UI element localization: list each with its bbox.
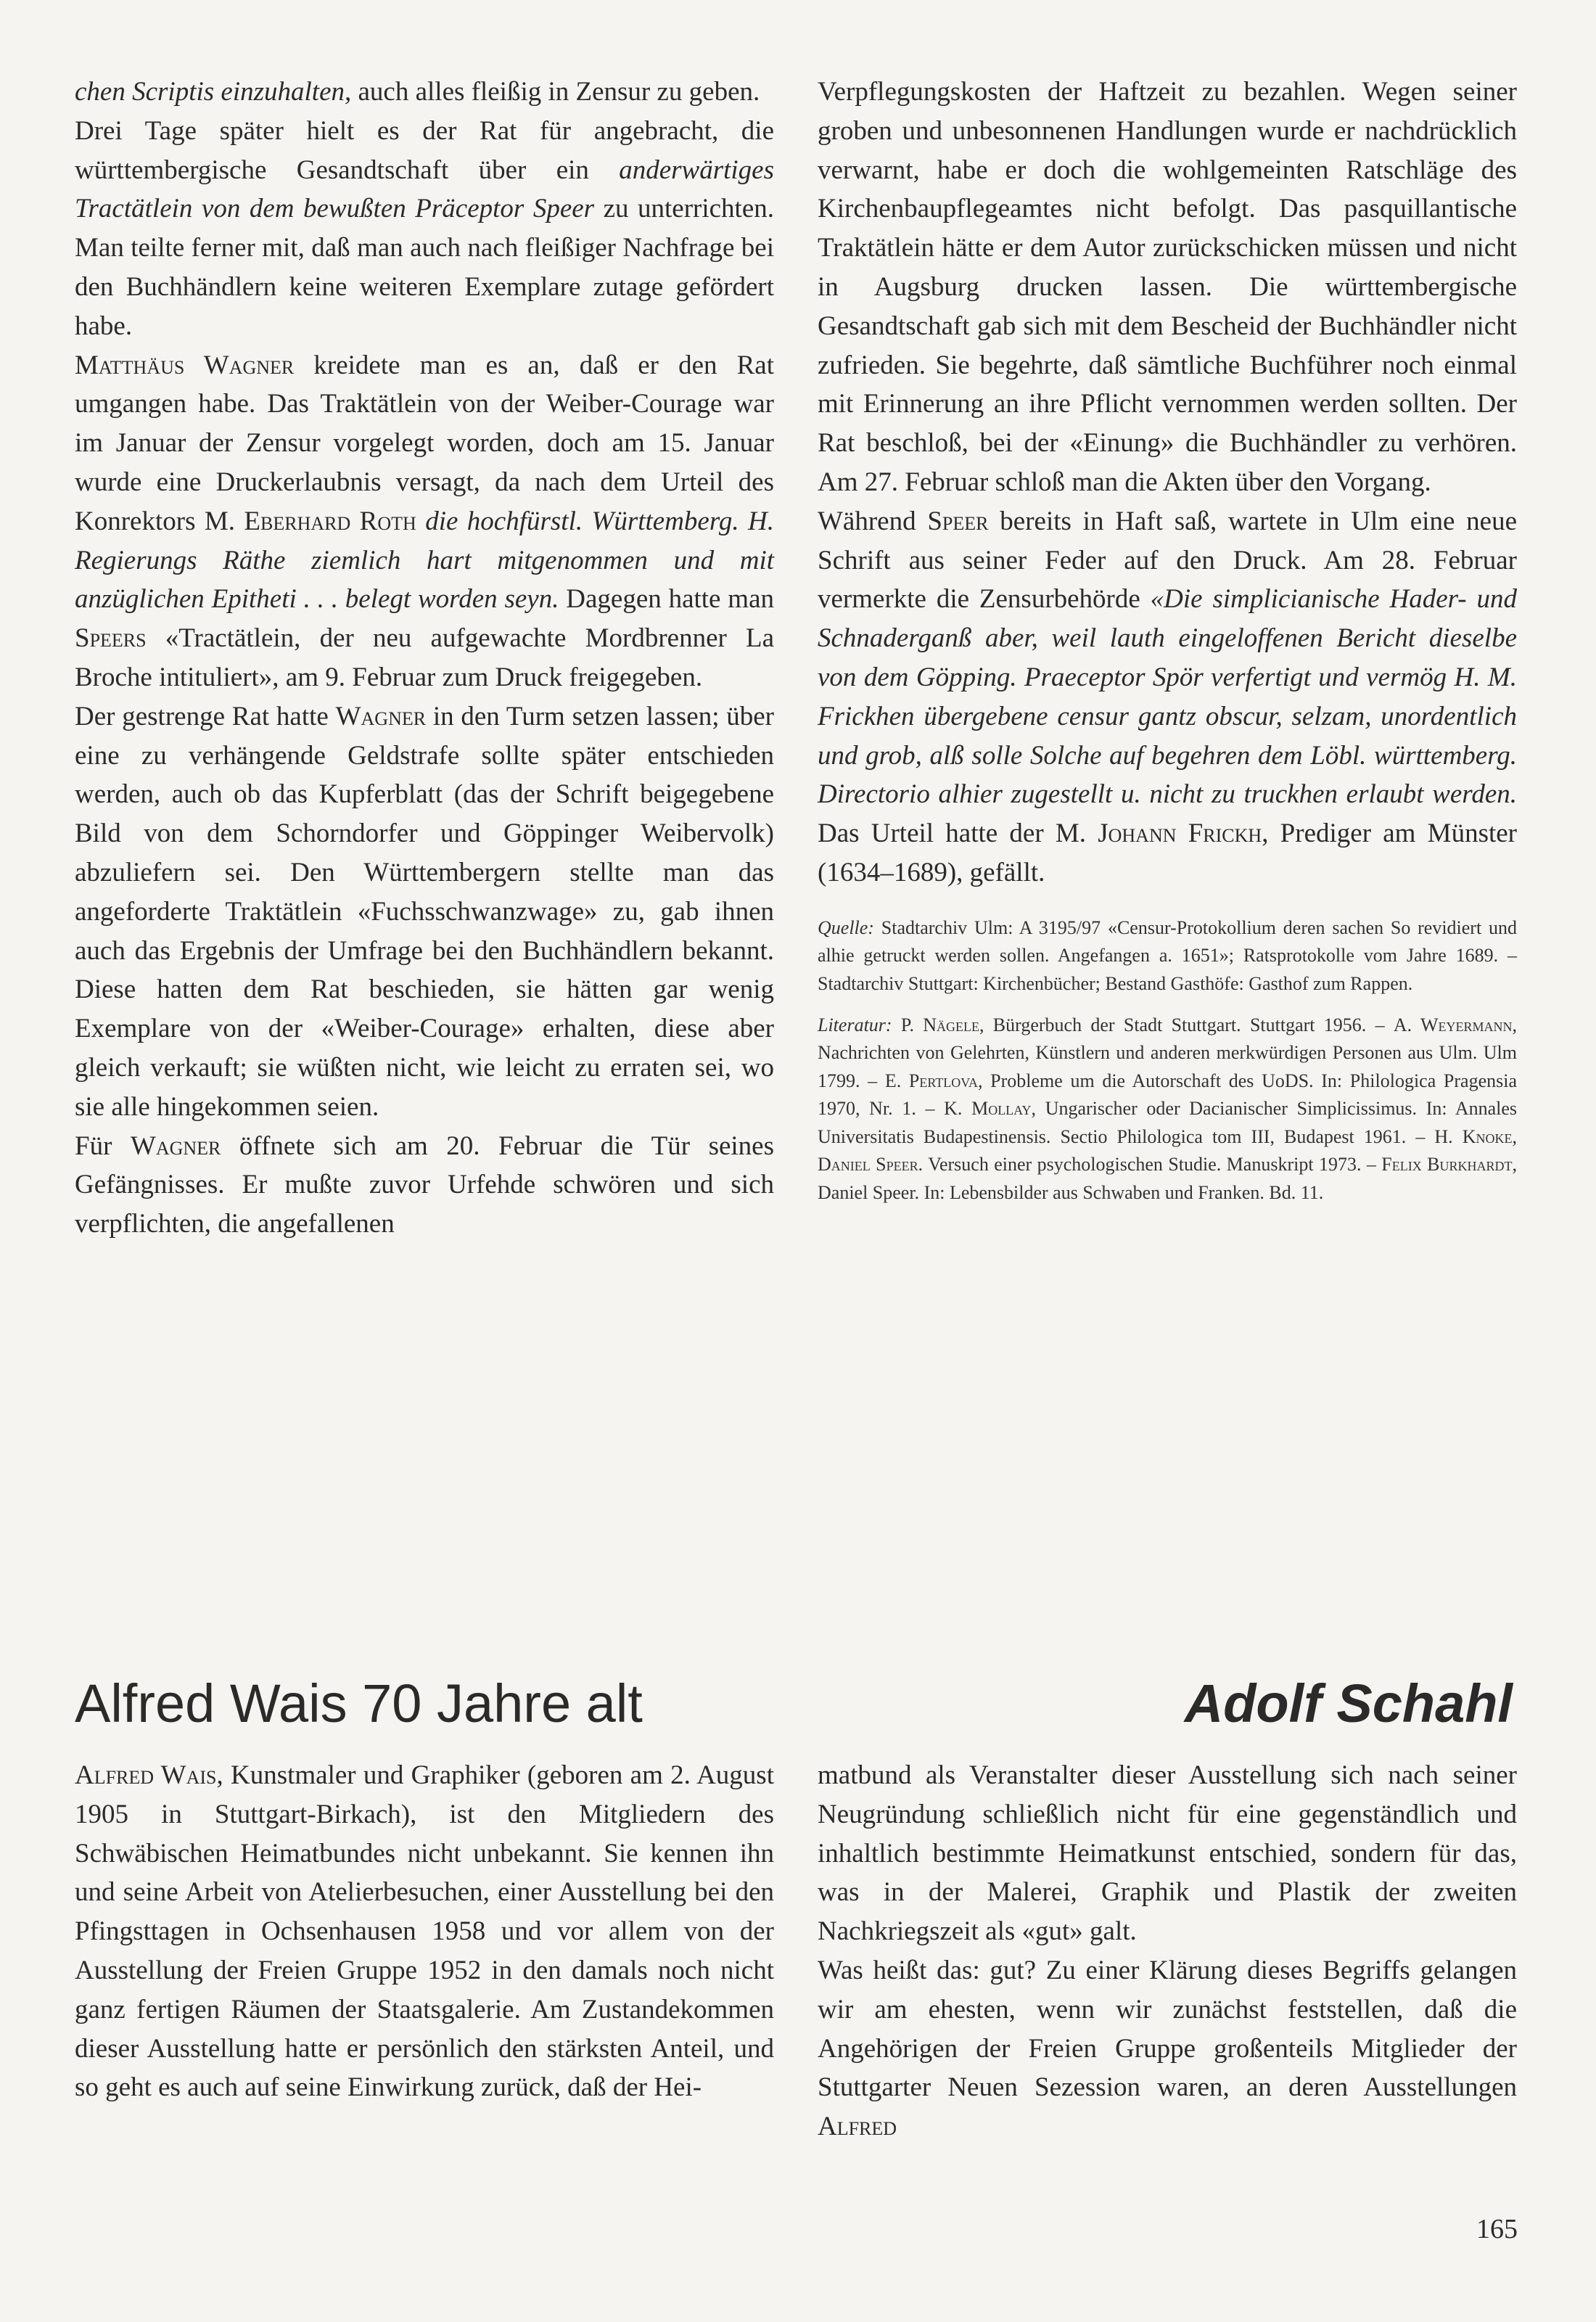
paragraph	[75, 346, 774, 697]
source-label: Quelle:	[818, 916, 874, 938]
text: öffnete sich am 20. Februar die Tür seines Gefängnisses. Er mußte zuvor Urfehde schwören und sich verpflichten, die angefallenen	[75, 1131, 774, 1239]
italic-quote: chen Scriptis einzuhalten,	[75, 77, 352, 107]
references	[818, 914, 1517, 1207]
author-name: Felix Burkhardt	[1381, 1154, 1513, 1176]
text: Der gestrenge Rat hatte	[75, 701, 336, 731]
text	[892, 1014, 901, 1035]
person-name: Speers	[75, 623, 147, 654]
article-title: Alfred Wais 70 Jahre alt	[75, 1673, 643, 1734]
text: Das Urteil hatte der M.	[818, 819, 1098, 849]
text: auch alles fleißig in Zensur zu geben.	[351, 77, 760, 107]
text: kreidete man es an, daß er den Rat umgangen habe. Das Traktätlein von der Weiber-Courage war im Januar der Zensur vorgelegt worden, doch am 15. Januar wurde eine Druckerlaubnis versagt, da nach dem Urteil des Konrektors M.	[75, 350, 774, 536]
page-number: 165	[1476, 2214, 1518, 2244]
author-name: K. Mollay	[944, 1098, 1032, 1120]
person-name: Speer	[927, 506, 989, 536]
author-name: H. Knoke, Daniel Speer	[818, 1125, 1517, 1176]
text: Während	[818, 506, 928, 536]
person-name: Wagner	[130, 1131, 221, 1161]
text: zu unterrichten. Man teilte ferner mit, daß man auch nach fleißiger Nachfrage bei den Buchhändlern keine weiteren Exemplare zutage gefördert habe.	[75, 194, 774, 341]
text: , Nachrichten von Gelehrten, Künstlern und anderen merkwürdigen Personen aus Ulm. Ulm 1799. –	[818, 1014, 1518, 1091]
text: , Bürgerbuch der Stadt Stuttgart. Stuttgart 1956. –	[979, 1014, 1394, 1035]
italic-quote: die hochfürstl. Württemberg. H. Regierungs Räthe ziemlich hart mitgenommen und mit anzüglichen Epitheti . . . belegt worden seyn.	[75, 506, 774, 615]
text: Für	[75, 1131, 131, 1161]
italic-quote: «Die simplicianische Hader- und Schnaderganß aber, weil lauth eingeloffenen Bericht dieselbe von dem Göpping. Praeceptor Spör verfertigt und vermög H. M. Frickhen übergebene censur gantz obscur, selzam, unordentlich und grob, alß solle Solche auf begehren dem Löbl. württemberg. Directorio alhier zugestellt u. nicht zu truckhen erlaubt werden.	[818, 584, 1517, 810]
source-text: Stadtarchiv Ulm: A 3195/97 «Censur-Protokollium deren sachen So revidiert und alhie getruckt werden sollen. Angefangen a. 1651»; Ratsprotokolle vom Jahre 1689. – Stadtarchiv Stuttgart: Kirchenbücher; Bestand Gasthöfe: Gasthof zum Rappen.	[818, 916, 1517, 994]
text: in den Turm setzen lassen; über eine zu verhängende Geldstrafe sollte später entschieden werden, auch ob das Kupferblatt (das der Schrift beigegebene Bild von dem Schorndorfer und Göppinger Weibervolk) abzuliefern sei. Den Württembergern stellte man das angeforderte Traktätlein «Fuchsschwanzwage» zu, gab ihnen auch das Ergebnis der Umfrage bei den Buchhändlern bekannt. Diese hatten dem Rat beschieden, sie hätten gar wenig Exemplare von der «Weiber-Courage» erhalten, diese aber gleich verkauft; sie wüßten nicht, wie leicht zu erraten sei, wo sie alle hingekommen seien.	[75, 701, 774, 1122]
text: , Ungarischer oder Dacianischer Simplicissimus. In: Annales Universitatis Budapestinensis. Sectio Philologica tom III, Budapest 1961. –	[818, 1098, 1517, 1147]
column-left-bottom	[75, 1756, 774, 2107]
text: , Daniel Speer. In: Lebensbilder aus Schwaben und Franken. Bd. 11.	[818, 1154, 1517, 1204]
person-name: Alfred	[818, 2112, 897, 2142]
text: Dagegen hatte man	[559, 584, 774, 615]
text: «Tractätlein, der neu aufgewachte Mordbrenner La Broche intituliert», am 9. Februar zum Druck freigegeben.	[75, 623, 774, 692]
text: bereits in Haft saß, wartete in Ulm eine neue Schrift aus seiner Feder auf den Druck. Am 28. Februar vermerkte die Zensurbehörde	[818, 506, 1517, 615]
paragraph	[75, 697, 774, 1127]
literature-note	[818, 1012, 1517, 1207]
italic-quote: anderwärtiges Tractätlein von dem bewußten Präceptor Speer	[75, 155, 774, 224]
person-name: Johann Frickh	[1098, 819, 1262, 849]
person-name: Wagner	[335, 701, 427, 731]
author-name: P. Nägele	[900, 1014, 980, 1035]
author-name: E. Pertlova	[884, 1070, 978, 1091]
text: , Kunstmaler und Graphiker (geboren am 2. August 1905 in Stuttgart-Birkach), ist den Mitgliedern des Schwäbischen Heimatbundes nicht unbekannt. Sie kennen ihn und seine Arbeit von Atelierbesuchen, einer Ausstellung bei den Pfingsttagen in Ochsenhausen 1958 und vor allem von der Ausstellung der Freien Gruppe 1952 in den damals noch nicht ganz fertigen Räumen der Staatsgalerie. Am Zustandekommen dieser Ausstellung hatte er persönlich den stärksten Anteil, und so geht es auch auf seine Einwirkung zurück, daß der Hei-	[75, 1760, 774, 2103]
text: , Probleme um die Autorschaft des UoDS. In: Philologica Pragensia 1970, Nr. 1. –	[818, 1070, 1517, 1120]
text: Verpflegungskosten der Haftzeit zu bezahlen. Wegen seiner groben und unbesonnenen Handlungen wurde er nachdrücklich verwarnt, habe er doch die wohlgemeinten Ratschläge des Kirchenbaupflegeamtes nicht befolgt. Das pasquillantische Traktätlein hätte er dem Autor zurückschicken müssen und nicht in Augsburg drucken lassen. Die württembergische Gesandtschaft gab sich mit dem Bescheid der Buchhändler nicht zufrieden. Sie begehrte, daß sämtliche Buchführer noch einmal mit Erinnerung an ihre Pflicht vernommen werden sollten. Der Rat beschloß, bei der «Einung» die Buchhändler zu verhören. Am 27. Februar schloß man die Akten über den Vorgang.	[818, 77, 1517, 497]
column-right-bottom	[818, 1756, 1517, 2146]
person-name: Eberhard Roth	[244, 506, 416, 536]
paragraph	[75, 1127, 774, 1244]
source-note	[818, 914, 1517, 998]
column-right-top	[818, 73, 1517, 1221]
text: . Versuch einer psychologischen Studie. Manuskript 1973. –	[918, 1154, 1382, 1176]
text: Drei Tage später hielt es der Rat für angebracht, die württembergische Gesandtschaft über ein	[75, 115, 774, 185]
text	[416, 506, 425, 536]
person-name: Alfred Wais	[75, 1760, 217, 1790]
paragraph	[818, 1951, 1517, 2146]
text: Was heißt das: gut? Zu einer Klärung dieses Begriffs gelangen wir am ehesten, wenn wir zunächst feststellen, daß die Angehörigen der Freien Gruppe großenteils Mitglieder der Stuttgarter Neuen Sezession waren, an deren Ausstellungen	[818, 1955, 1517, 2103]
paragraph	[818, 73, 1517, 502]
article-author: Adolf Schahl	[1184, 1673, 1513, 1734]
paragraph	[818, 1756, 1517, 1951]
text: matbund als Veranstalter dieser Ausstellung sich nach seiner Neugründung schließlich nicht für eine gegenständlich und inhaltlich bestimmte Heimatkunst entschied, sondern für das, was in der Malerei, Graphik und Plastik der zweiten Nachkriegszeit als «gut» galt.	[818, 1760, 1517, 1947]
author-name: A. Weyermann	[1393, 1014, 1513, 1035]
text: , Prediger am Münster (1634–1689), gefällt.	[818, 819, 1517, 887]
paragraph	[75, 73, 774, 112]
paragraph	[75, 1756, 774, 2107]
paragraph	[818, 502, 1517, 893]
literature-label: Literatur:	[818, 1014, 892, 1035]
person-name: Matthäus Wagner	[75, 350, 295, 380]
paragraph	[75, 112, 774, 346]
column-left-top	[75, 73, 774, 1244]
